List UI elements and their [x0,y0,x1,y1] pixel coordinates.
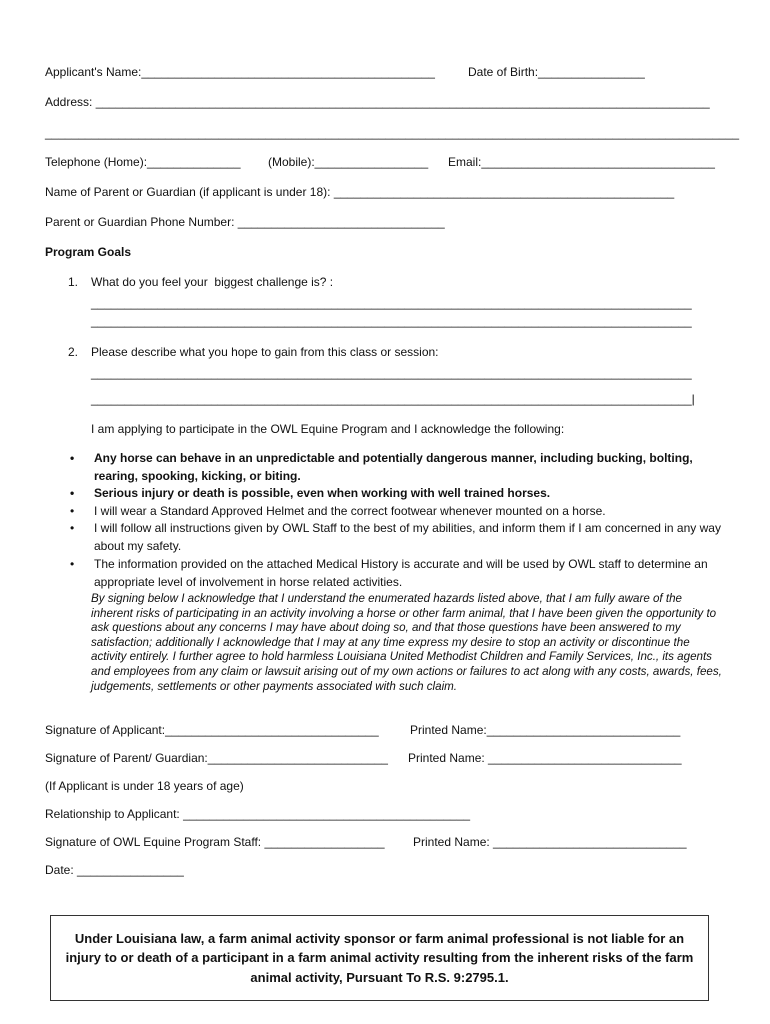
guardian-phone-field[interactable]: Parent or Guardian Phone Number: _______________________________ [45,215,445,229]
applicant-printed-name-field[interactable]: Printed Name:_____________________________ [410,723,681,737]
program-goals-heading: Program Goals [45,245,132,259]
guardian-signature-field[interactable]: Signature of Parent/ Guardian:___________________________ [45,751,388,765]
acknowledge-intro: I am applying to participate in the OWL Equine Program and I acknowledge the following: [91,422,565,436]
list-item: • I will follow all instructions given by OWL Staff to the best of my abilities, and inform them if I am concerned in any way about my safety. [70,521,721,553]
guardian-name-field[interactable]: Name of Parent or Guardian (if applicant is under 18): ___________________________________________________ [45,185,675,199]
louisiana-law-notice [50,915,709,1001]
staff-signature-field[interactable]: Signature of OWL Equine Program Staff: __________________ [45,835,385,849]
relationship-field[interactable]: Relationship to Applicant: ___________________________________________ [45,807,471,821]
bullet-icon: • [70,451,75,465]
bullet-icon: • [70,557,75,571]
guardian-printed-name-field[interactable]: Printed Name: _____________________________ [408,751,682,765]
staff-printed-name-field[interactable]: Printed Name: _____________________________ [413,835,687,849]
applicant-signature-field[interactable]: Signature of Applicant:________________________________ [45,723,379,737]
date-field[interactable]: Date: ________________ [45,863,184,877]
question-2-answer-line[interactable]: __________________________________________________________________________________________| [91,392,695,406]
list-item: • The information provided on the attached Medical History is accurate and will be used by OWL staff to determine an appropriate level of involvement in horse related activities. [70,557,708,589]
list-item: • Serious injury or death is possible, even when working with well trained horses. [94,485,734,503]
question-1-text: What do you feel your biggest challenge is? : [91,275,334,289]
list-item: • Any horse can behave in an unpredictable and potentially dangerous manner, including bucking, bolting, rearing, spooking, kicking, or biting. [70,451,693,483]
list-item: • I will wear a Standard Approved Helmet and the correct footwear whenever mounted on a horse. [94,503,734,521]
bullet-icon: • [70,504,75,518]
question-1-answer-line[interactable]: __________________________________________________________________________________________ [91,314,692,328]
question-1-number: 1. [68,275,79,289]
applicant-name-field[interactable]: Applicant's Name:____________________________________________ [45,65,435,79]
waiver-paragraph: By signing below I acknowledge that I understand the enumerated hazards listed above, that I am fully aware of the inherent risks of participating in an activity involving a horse or other farm animal, that I have been given the opportunity to ask questions about any concerns I may have about doing so, and that those questions have been answered to my satisfaction; additionally I acknowledge that I may at any time express my desire to stop an activity or discontinue the activity entirely. I further agree to hold harmless Louisiana United Methodist Children and Family Services, Inc., its agents and employees from any claim or lawsuit arising out of my own actions or failures to act along with any costs, awards, fees, judgements, settlements or other payments associated with such claim. [91,592,722,693]
under-18-note: (If Applicant is under 18 years of age) [45,779,244,793]
date-of-birth-field[interactable]: Date of Birth:________________ [468,65,645,79]
question-1-answer-line[interactable]: __________________________________________________________________________________________ [91,296,692,310]
telephone-home-field[interactable]: Telephone (Home):______________ [45,155,241,169]
address-line-2[interactable]: ________________________________________________________________________________________________________ [45,126,740,140]
question-2-text: Please describe what you hope to gain from this class or session: [91,345,439,359]
question-2-answer-line[interactable]: __________________________________________________________________________________________ [91,366,692,380]
bullet-icon: • [70,521,75,535]
address-field[interactable]: Address: ____________________________________________________________________________________________ [45,95,710,109]
notice-text: Under Louisiana law, a farm animal activity sponsor or farm animal professional is not liable for an injury to or death of a participant in a farm animal activity resulting from the inherent risks of the farm animal activity, Pursuant To R.S. 9:2795.1. [65,930,694,985]
question-2-number: 2. [68,345,79,359]
bullet-icon: • [70,486,75,500]
email-field[interactable]: Email:___________________________________ [448,155,715,169]
telephone-mobile-field[interactable]: (Mobile):_________________ [268,155,429,169]
